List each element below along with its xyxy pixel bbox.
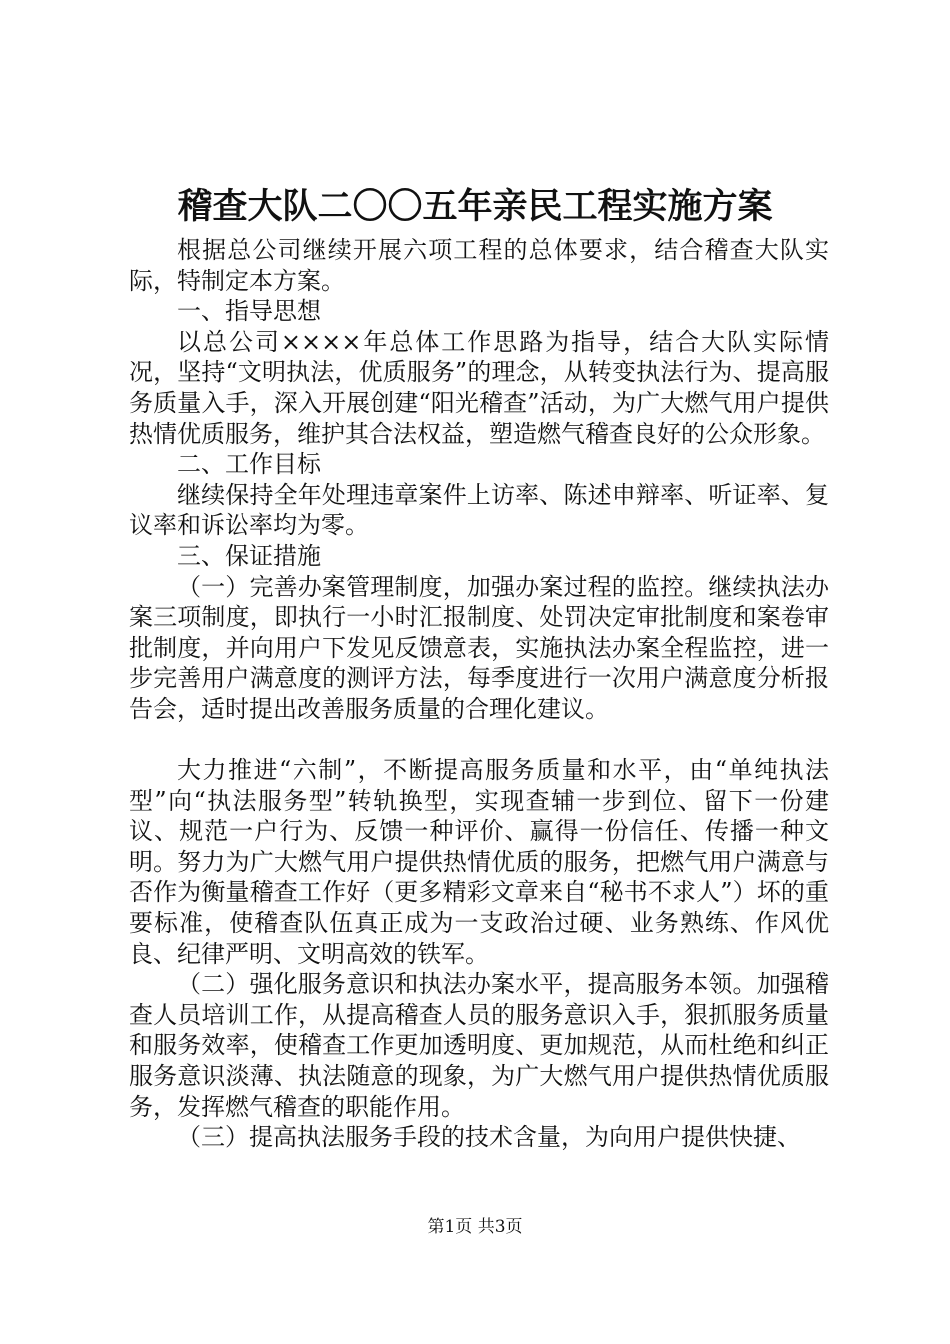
page-footer: 第1页 共3页 (427, 1217, 523, 1237)
section-heading-work-goal: 二、工作目标 (177, 450, 321, 479)
body-paragraph: 大力推进“六制”，不断提高服务质量和水平，由“单纯执法型”向“执法服务型”转轨换型，实现查辅一步到位、留下一份建议、规范一户行为、反馈一种评价、赢得一份信任、传播一种文明。努力为广大燃气用户提供热情优质的服务，把燃气用户满意与否作为衡量稽查工作好（更多精彩文章来自“秘书不求人”）坏的重要标准，使稽查队伍真正成为一支政治过硬、业务熟练、作风优良、纪律严明、文明高效的铁军。 (129, 756, 829, 968)
document-body (129, 235, 829, 1153)
measure-paragraph-1: （一）完善办案管理制度，加强办案过程的监控。继续执法办案三项制度，即执行一小时汇报制度、处罚决定审批制度和案卷审批制度，并向用户下发见反馈意表，实施执法办案全程监控，进一步完善用户满意度的测评方法，每季度进行一次用户满意度分析报告会，适时提出改善服务质量的合理化建议。 (129, 572, 829, 723)
section-heading-measures: 三、保证措施 (177, 541, 321, 570)
body-paragraph: 继续保持全年处理违章案件上访率、陈述申辩率、听证率、复议率和诉讼率均为零。 (129, 480, 829, 540)
intro-paragraph: 根据总公司继续开展六项工程的总体要求，结合稽查大队实际，特制定本方案。 (129, 236, 829, 295)
measure-paragraph-2: （二）强化服务意识和执法办案水平，提高服务本领。加强稽查人员培训工作，从提高稽查人员的服务意识入手，狠抓服务质量和服务效率，使稽查工作更加透明度、更加规范，从而杜绝和纠正服务意识淡薄、执法随意的现象，为广大燃气用户提供热情优质服务，发挥燃气稽查的职能作用。 (129, 970, 829, 1121)
measure-paragraph-3: （三）提高执法服务手段的技术含量，为向用户提供快捷、 (177, 1123, 801, 1152)
section-heading-guiding-thought: 一、指导思想 (177, 297, 321, 326)
blank-line (129, 725, 829, 756)
document-title: 稽查大队二〇〇五年亲民工程实施方案 (177, 186, 773, 227)
body-paragraph: 以总公司××××年总体工作思路为指导，结合大队实际情况，坚持“文明执法，优质服务”的理念，从转变执法行为、提高服务质量入手，深入开展创建“阳光稽查”活动，为广大燃气用户提供热情优质服务，维护其合法权益，塑造燃气稽查良好的公众形象。 (129, 327, 829, 448)
